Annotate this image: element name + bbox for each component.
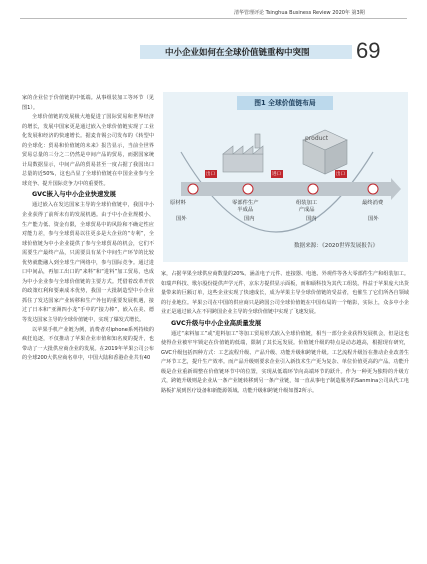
tag-label: 出口 <box>206 172 215 177</box>
paragraph: 家，占据苹果全球供应商数量的20%。涵盖电子元件、连接器、电池、外观件等各大零部件生产和组装加工。如瑞声科技、歌尔股份提供声学元件，京东方提供显示面板，而和硕科技为其代工组装。得益于苹果庞大出货量带来的巨额订单，这些企业实现了快速成长，成为苹果主导全球价值链的受益者，也催生了它们所各自领域的行业地位。苹果公司在中国的供应商只是跨国公司全球价值链在中国布局的一个缩影，实际上，众多中小企业正是通过嵌入在不同跨国企业主导的全球价值链中实现了飞速发展。 <box>161 271 409 316</box>
stage-location: 国内 <box>306 216 317 222</box>
paragraph: 通过“来料加工”或“进料加工”等加工贸易形式嵌入全球价值链，相当一部分企业获得发展机会，但是这也使得企业被牢牢锁定在价值链的低端，限制了其长远发展。价值链升级的特点是动态越高，根据现有研究，GVC升级包括四种方式：工艺流程升级、产品升级、功能升级和跨链升级。工艺流程升级旨在推动企业改善生产环节工艺，提升生产效率。而产品升级则要求企业引入新技术生产更为复杂、单位价值更高的产品。功能升级是企业重新调整在价值链环节中的位置，实现从低端环节向高端环节的跃升。作为一种更为独特的升级方式，跨链升级则是企业从一条产业链转移到另一条产业链，如一直从事电子制造服务的Sanmina公司从代工电路板扩展到医疗设备和新能源领域。功能升级和跨链升级如图2所示。 <box>161 330 409 395</box>
node-consumption <box>368 184 378 194</box>
header-rule <box>20 18 407 19</box>
value-chain-diagram <box>163 92 408 262</box>
product-label: product <box>305 135 329 142</box>
node-raw-material <box>188 184 198 194</box>
stage-label: 原材料 <box>170 200 186 206</box>
figure-source: 数据来源：《2020世界发展报告》 <box>294 243 379 249</box>
section-title: 中小企业如何在全球价值链重构中突围 <box>165 48 310 58</box>
section-heading: GVC升级与中小企业高质量发展 <box>171 319 262 327</box>
stage-label: 零部件生产 半成品 <box>232 200 259 213</box>
figure-title: 图1 全球价值链布局 <box>254 99 316 107</box>
stage-label: 组装加工 产成品 <box>296 200 318 213</box>
section-heading: GVC嵌入与中小企业快速发展 <box>32 191 116 199</box>
flow-arrow-head <box>391 178 401 200</box>
tag-label: 出口 <box>336 172 345 177</box>
paragraph: 家的企业位于价值链的中低端。从事组装加工等环节（见图1）。 <box>22 95 154 111</box>
left-column <box>22 94 154 364</box>
paragraph: 以苹果手机产业链为例，消费者对iphone系列持续的疯狂追逐，不仅推动了苹果企业市值和知名度的提升，也带动了一大批供应商企业的发展。在2019年苹果公司公布的全球200大供应商名单中，中国大陆和香港企业共有40 <box>22 326 154 362</box>
node-parts <box>243 184 253 194</box>
factory-icon <box>223 134 263 172</box>
stage-location: 国内 <box>244 216 255 222</box>
tag-label: 进口 <box>272 172 281 177</box>
stage-location: 国外 <box>368 216 379 222</box>
stage-label: 最终消费 <box>362 200 384 206</box>
page-number: 69 <box>356 38 381 63</box>
paragraph: 通过嵌入在发达国家主导的全球价值链中，我国中小企业获得了前所未有的发展机遇。由于中小企业规模小、生产能力低、资金有限，全球贸易中的风险和不确定性应对能力差，参与全球贸易以往更多是大企业的“专利”，全球价值链为中小企业提供了参与全球贸易的机会，它们不需要生产最终产品，只需要具有某个中间生产环节的比较优势就能融入到全球生产网络中，参与国际竞争。通过进口中间品，再加工出口的“来料”和“进料”加工贸易，也成为中小企业参与全球价值链的主要方式。凭借着改革开放的政策红利和要素成本优势，我国一大批制造型中小企业抓住了发达国家产业转移和生产外包的重要发展机遇，接过了日本和“亚洲四小龙”手中的“接力棒”，嵌入在美、德等发达国家主导的全球价值链中，实现了爆发式增长。 <box>22 202 154 324</box>
right-column <box>161 270 409 397</box>
stage-location: 国外 <box>176 216 187 222</box>
node-assembly <box>308 184 318 194</box>
flow-bar <box>181 182 391 196</box>
paragraph: 全球价值链的发展极大地促进了国际贸易和世界经济的增长，发展中国家更是通过嵌入全球价值链实现了工业化发展和经济的快速增长。据麦肯锡公司发布的《转型中的全球化：贸易和价值链的未来》报告显示，当前全世界贸易总量的三分之二仍然是中间产品的贸易，而据国家统计局数据显示，中间产品的贸易甚至一度占据了我国出口总量的近50%，这也凸显了全球价值链在中国企业参与全球竞争、提升国际竞争力中的重要性。 <box>22 114 154 187</box>
journal-header: 清华管理评论 Tsinghua Business Review 2020年 第3期 <box>234 10 365 16</box>
